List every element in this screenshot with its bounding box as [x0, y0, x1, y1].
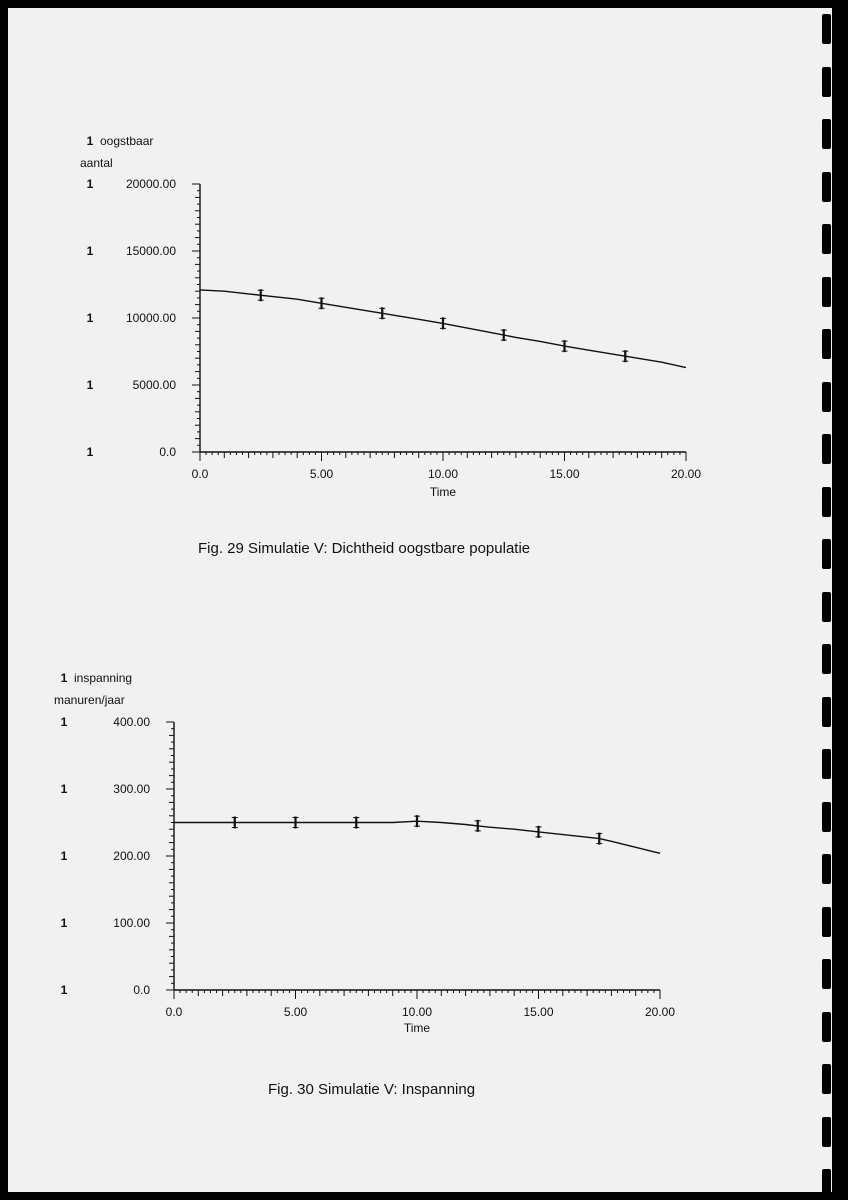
series-marker-label: 1 [60, 715, 68, 729]
x-tick-label: 20.00 [644, 1005, 676, 1019]
binding-hole [822, 1117, 831, 1147]
y-tick-label: 200.00 [113, 849, 150, 863]
series-marker-label: 1 [86, 177, 94, 191]
chart-caption: Fig. 30 Simulatie V: Inspanning [268, 1081, 476, 1098]
x-tick-label: 20.00 [670, 467, 702, 481]
y-axis-label: inspanning [74, 671, 133, 685]
x-axis-label: Time [403, 1021, 431, 1035]
series-marker-label: 1 [60, 671, 68, 685]
y-tick-label: 10000.00 [125, 311, 176, 325]
x-tick-label: 15.00 [549, 467, 580, 481]
x-tick-label: 5.00 [309, 467, 334, 481]
y-axis-label: oogstbaar [100, 134, 154, 148]
binding-hole [822, 1012, 831, 1042]
y-tick-label: 100.00 [113, 916, 150, 930]
binding-hole [822, 697, 831, 727]
series-line [174, 821, 660, 853]
y-tick-label: 20000.00 [125, 177, 176, 191]
series-marker-label: 1 [60, 782, 68, 796]
y-tick-label: 400.00 [113, 715, 150, 729]
y-axis-label: manuren/jaar [54, 693, 125, 707]
x-tick-label: 10.00 [401, 1005, 433, 1019]
binding-hole [822, 802, 831, 832]
y-tick-label: 0.0 [159, 445, 176, 459]
x-tick-label: 5.00 [283, 1005, 308, 1019]
chart-caption: Fig. 29 Simulatie V: Dichtheid oogstbare populatie [198, 540, 531, 557]
binding-hole [822, 854, 831, 884]
binding-hole [822, 592, 831, 622]
x-tick-label: 0.0 [165, 1005, 183, 1019]
y-tick-label: 300.00 [113, 782, 150, 796]
x-tick-label: 15.00 [523, 1005, 554, 1019]
x-axis-label: Time [429, 485, 457, 499]
series-marker-label: 1 [86, 134, 94, 148]
scanned-page [8, 8, 832, 1192]
series-marker-label: 1 [86, 311, 94, 325]
binding-hole [822, 959, 831, 989]
series-marker-label: 1 [60, 849, 68, 863]
chart-panel-fig29 [8, 8, 832, 578]
series-marker-label: 1 [86, 378, 94, 392]
binding-hole [822, 749, 831, 779]
binding-hole [822, 1064, 831, 1094]
y-tick-label: 0.0 [133, 983, 150, 997]
y-tick-label: 15000.00 [125, 244, 176, 258]
binding-hole [822, 907, 831, 937]
series-marker-label: 1 [86, 244, 94, 258]
series-marker-label: 1 [60, 916, 68, 930]
chart-fig29 [8, 8, 832, 578]
x-tick-label: 0.0 [191, 467, 209, 481]
binding-hole [822, 644, 831, 674]
series-marker-label: 1 [60, 983, 68, 997]
y-axis-label: aantal [80, 156, 113, 170]
y-tick-label: 5000.00 [132, 378, 176, 392]
x-tick-label: 10.00 [427, 467, 459, 481]
binding-hole [822, 1169, 831, 1192]
series-marker-label: 1 [86, 445, 94, 459]
